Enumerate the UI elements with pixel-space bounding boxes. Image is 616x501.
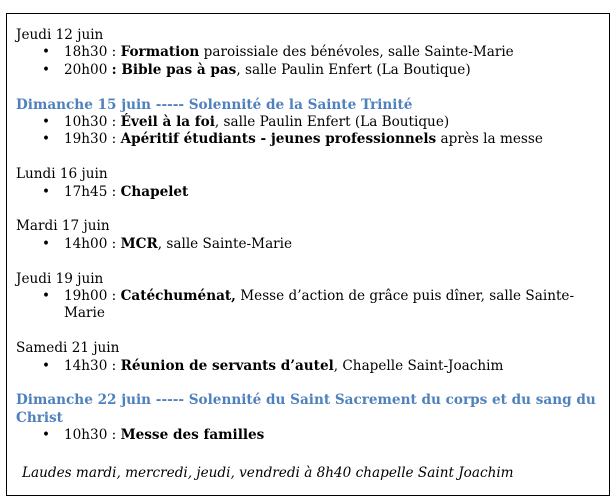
solemnity-heading: Dimanche 22 juin ----- Solennité du Saint Sacrement du corps et du sang du Christ	[16, 392, 596, 426]
event-title: Messe des familles	[120, 427, 265, 444]
event-item	[16, 358, 601, 375]
agenda-content	[16, 27, 601, 449]
bullet-icon: •	[42, 288, 51, 305]
bullet-icon: •	[42, 357, 51, 374]
day-heading: Jeudi 19 juin	[16, 270, 104, 287]
day-block-samedi-21	[16, 340, 601, 375]
event-item	[16, 62, 601, 79]
bullet-icon: •	[42, 114, 51, 131]
day-block-dimanche-22	[16, 392, 601, 444]
event-list	[16, 358, 601, 375]
event-detail: , salle Sainte-Marie	[157, 235, 293, 252]
event-detail: paroissiale des bénévoles, salle Sainte-Marie	[199, 44, 514, 61]
event-time: 20h00	[64, 61, 112, 78]
event-time: 17h45 :	[64, 183, 121, 200]
event-detail: après la messe	[436, 131, 543, 148]
bullet-icon: •	[42, 44, 51, 61]
event-title: MCR	[120, 235, 158, 252]
day-heading: Lundi 16 juin	[16, 166, 108, 183]
event-item	[16, 236, 601, 253]
day-block-jeudi-12	[16, 27, 601, 79]
event-title: Éveil à la foi	[120, 114, 215, 131]
day-heading: Mardi 17 juin	[16, 218, 110, 235]
event-time: 14h00 :	[64, 235, 121, 252]
bullet-icon: •	[42, 131, 51, 148]
event-detail: , salle Paulin Enfert (La Boutique)	[236, 61, 471, 78]
event-list	[16, 44, 601, 79]
event-time: 10h30 :	[64, 114, 121, 131]
event-detail: , salle Paulin Enfert (La Boutique)	[214, 114, 450, 131]
event-item	[16, 427, 601, 444]
event-list	[16, 288, 601, 323]
event-title: Réunion de servants d’autel	[120, 357, 334, 374]
event-title: Catéchuménat,	[120, 288, 236, 305]
event-list	[16, 114, 601, 149]
event-time: 14h30 :	[64, 357, 121, 374]
bullet-icon: •	[42, 427, 51, 444]
event-item	[16, 184, 601, 201]
day-block-jeudi-19	[16, 271, 601, 323]
event-detail: Messe d’action de grâce puis dîner, salle Sainte-Marie	[64, 288, 575, 322]
event-title: Formation	[120, 44, 200, 61]
bullet-icon: •	[42, 235, 51, 252]
event-time: 19h00 :	[64, 288, 121, 305]
event-item	[16, 114, 601, 131]
event-list	[16, 427, 601, 444]
lauds-footer-note: Laudes mardi, mercredi, jeudi, vendredi à 8h40 chapelle Saint Joachim	[22, 465, 514, 481]
day-block-lundi-16	[16, 166, 601, 201]
day-block-mardi-17	[16, 218, 601, 253]
event-time: 10h30 :	[64, 427, 121, 444]
event-list	[16, 236, 601, 253]
solemnity-heading: Dimanche 15 juin ----- Solennité de la Sainte Trinité	[16, 96, 413, 113]
event-item	[16, 131, 601, 148]
event-title: : Bible pas à pas	[111, 61, 237, 78]
event-list	[16, 184, 601, 201]
day-heading: Jeudi 12 juin	[16, 27, 104, 43]
event-detail: , Chapelle Saint-Joachim	[333, 357, 504, 374]
bullet-icon: •	[42, 183, 51, 200]
event-item	[16, 288, 601, 323]
event-title: Apéritif étudiants - jeunes professionnels	[120, 131, 437, 148]
event-title: Chapelet	[120, 183, 189, 200]
bullet-icon: •	[42, 61, 51, 78]
event-time: 18h30 :	[64, 44, 121, 61]
day-block-dimanche-15	[16, 97, 601, 149]
event-time: 19h30 :	[64, 131, 121, 148]
day-heading: Samedi 21 juin	[16, 340, 120, 357]
event-item	[16, 44, 601, 61]
